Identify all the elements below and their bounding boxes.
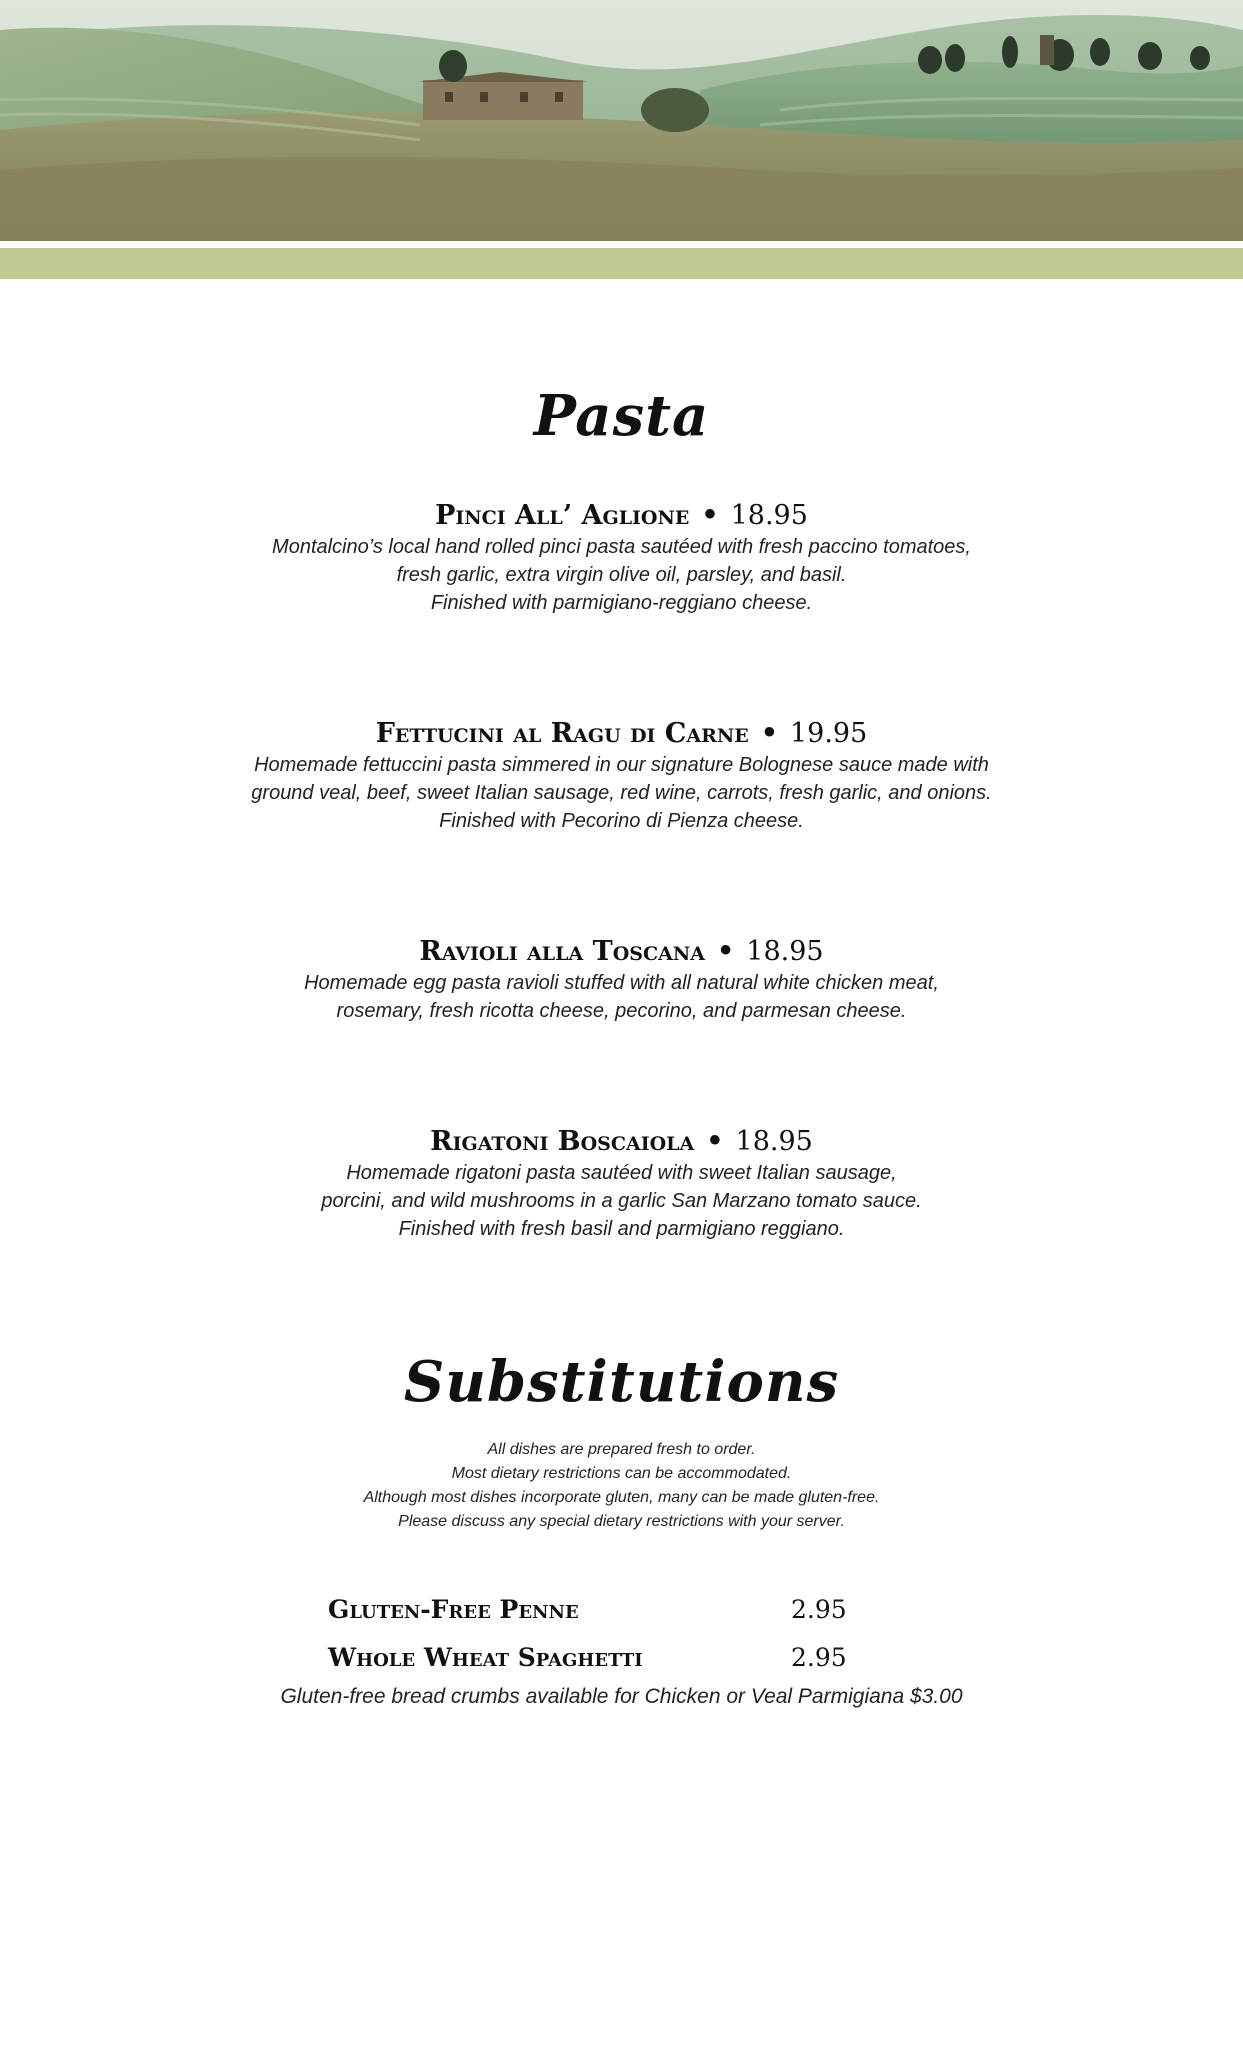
- section-title-pasta: Pasta: [533, 383, 710, 449]
- description-line: fresh garlic, extra virgin olive oil, parsley, and basil.: [396, 564, 847, 586]
- menu-item-header: [0, 499, 1243, 533]
- menu-item-name: Fettucini al Ragu di Carne: [375, 718, 749, 749]
- menu-item: [0, 717, 1243, 835]
- description-line: ground veal, beef, sweet Italian sausage, red wine, carrots, fresh garlic, and onions.: [251, 782, 992, 804]
- separator-dot: •: [701, 500, 719, 531]
- substitution-price: 2.95: [791, 1643, 847, 1672]
- menu-item-name: Pinci All’ Aglione: [435, 500, 690, 531]
- note-line: Most dietary restrictions can be accommodated.: [451, 1465, 792, 1482]
- substitution-footnote: Gluten-free bread crumbs available for Chicken or Veal Parmigiana $3.00: [280, 1685, 963, 1708]
- section-title-substitutions: Substitutions: [403, 1349, 840, 1415]
- menu-item-description: [0, 969, 1243, 1025]
- menu-item-name: Rigatoni Boscaiola: [430, 1126, 695, 1157]
- separator-dot: •: [760, 718, 778, 749]
- menu-item: [0, 935, 1243, 1025]
- description-line: Finished with Pecorino di Pienza cheese.: [439, 810, 804, 832]
- menu-item-description: [0, 751, 1243, 835]
- accent-band: [0, 248, 1243, 279]
- menu-item-header: [0, 935, 1243, 969]
- description-line: Montalcino’s local hand rolled pinci pasta sautéed with fresh paccino tomatoes,: [272, 536, 971, 558]
- note-line: Please discuss any special dietary restrictions with your server.: [398, 1513, 845, 1530]
- note-line: All dishes are prepared fresh to order.: [487, 1441, 756, 1458]
- description-line: Finished with parmigiano-reggiano cheese.: [430, 592, 813, 614]
- menu-item: [0, 1125, 1243, 1243]
- hero-landscape-image: [0, 0, 1243, 241]
- description-line: Finished with fresh basil and parmigiano reggiano.: [398, 1218, 845, 1240]
- menu-item-price: 18.95: [735, 1126, 813, 1157]
- description-line: porcini, and wild mushrooms in a garlic San Marzano tomato sauce.: [321, 1190, 922, 1212]
- separator-dot: •: [717, 936, 735, 967]
- description-line: Homemade egg pasta ravioli stuffed with all natural white chicken meat,: [304, 972, 939, 994]
- substitution-name: Gluten-Free Penne: [328, 1595, 579, 1624]
- description-line: Homemade rigatoni pasta sautéed with sweet Italian sausage,: [346, 1162, 897, 1184]
- menu-item-name: Ravioli alla Toscana: [419, 936, 705, 967]
- substitutions-notes: [0, 1438, 1243, 1534]
- menu-item-description: [0, 533, 1243, 617]
- separator-dot: •: [706, 1126, 724, 1157]
- hero-gap: [0, 241, 1243, 248]
- substitution-name: Whole Wheat Spaghetti: [328, 1643, 643, 1672]
- menu-item-price: 18.95: [746, 936, 824, 967]
- menu-item-header: [0, 1125, 1243, 1159]
- substitution-price: 2.95: [791, 1595, 847, 1624]
- description-line: rosemary, fresh ricotta cheese, pecorino, and parmesan cheese.: [336, 1000, 907, 1022]
- menu-item-description: [0, 1159, 1243, 1243]
- description-line: Homemade fettuccini pasta simmered in our signature Bolognese sauce made with: [254, 754, 989, 776]
- note-line: Although most dishes incorporate gluten, many can be made gluten-free.: [363, 1489, 880, 1506]
- menu-item-price: 18.95: [730, 500, 808, 531]
- menu-item: [0, 499, 1243, 617]
- menu-item-price: 19.95: [789, 718, 868, 749]
- menu-item-header: [0, 717, 1243, 751]
